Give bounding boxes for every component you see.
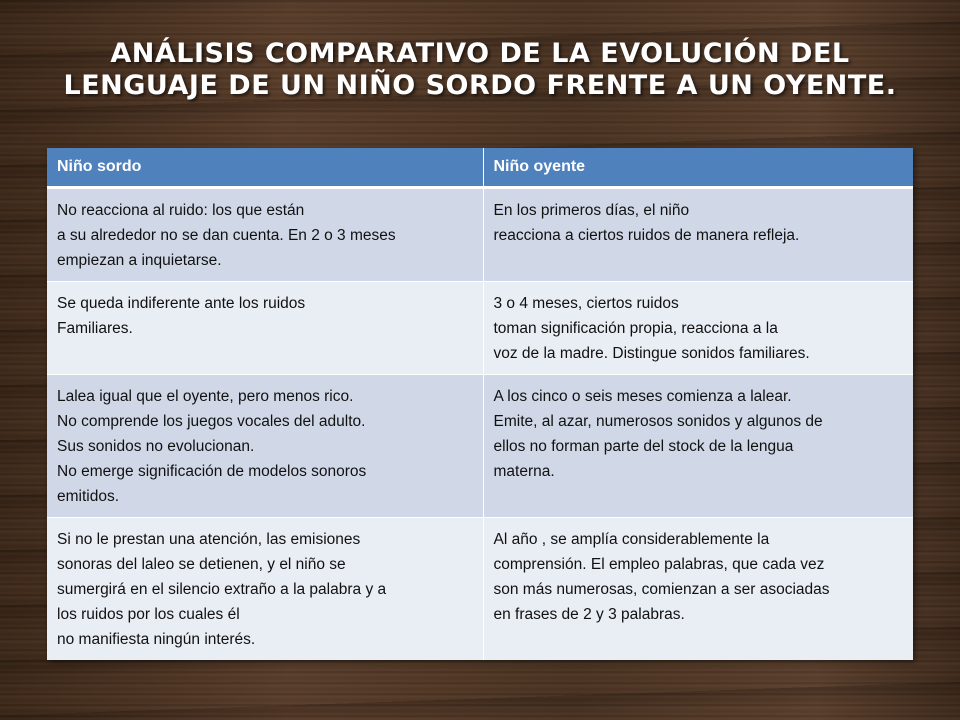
header-nino-oyente: Niño oyente <box>483 148 913 188</box>
cell-sordo <box>47 188 483 282</box>
cell-oyente <box>483 375 913 518</box>
cell-line: Se queda indiferente ante los ruidos <box>57 295 306 312</box>
cell-sordo <box>47 282 483 375</box>
cell-line: no manifiesta ningún interés. <box>57 631 256 648</box>
cell-line: A los cinco o seis meses comienza a lalear. <box>493 388 792 405</box>
table-row <box>47 282 913 375</box>
cell-oyente <box>483 518 913 661</box>
cell-line: Al año , se amplía considerablemente la <box>493 531 770 548</box>
table-row <box>47 518 913 661</box>
cell-line: comprensión. El empleo palabras, que cada vez <box>493 556 825 573</box>
table-row <box>47 188 913 282</box>
cell-line: Emite, al azar, numerosos sonidos y algunos de <box>493 413 823 430</box>
cell-line: los ruidos por los cuales él <box>57 606 240 623</box>
cell-line: No comprende los juegos vocales del adulto. <box>57 413 366 430</box>
table-row <box>47 375 913 518</box>
cell-oyente <box>483 282 913 375</box>
cell-sordo <box>47 518 483 661</box>
cell-line: No emerge significación de modelos sonoros <box>57 463 367 480</box>
cell-line: empiezan a inquietarse. <box>57 252 222 269</box>
cell-line: a su alrededor no se dan cuenta. En 2 o 3 meses <box>57 227 396 244</box>
cell-oyente <box>483 188 913 282</box>
cell-line: En los primeros días, el niño <box>493 202 690 219</box>
cell-line: son más numerosas, comienzan a ser asociadas <box>493 581 830 598</box>
comparison-table <box>47 148 913 660</box>
cell-line: Familiares. <box>57 320 133 337</box>
cell-line: sonoras del laleo se detienen, y el niño se <box>57 556 346 573</box>
cell-line: emitidos. <box>57 488 120 505</box>
cell-line: Sus sonidos no evolucionan. <box>57 438 255 455</box>
cell-line: 3 o 4 meses, ciertos ruidos <box>493 295 679 312</box>
title-line-1: ANÁLISIS COMPARATIVO DE LA EVOLUCIÓN DEL <box>110 38 850 69</box>
title-line-2: LENGUAJE DE UN NIÑO SORDO FRENTE A UN OYENTE. <box>63 70 897 101</box>
comparison-table-container <box>47 148 913 660</box>
table-header-row <box>47 148 913 188</box>
cell-line: ellos no forman parte del stock de la lengua <box>493 438 794 455</box>
cell-line: reacciona a ciertos ruidos de manera refleja. <box>493 227 800 244</box>
cell-line: No reacciona al ruido: los que están <box>57 202 305 219</box>
cell-sordo <box>47 375 483 518</box>
header-nino-sordo: Niño sordo <box>47 148 483 188</box>
cell-line: en frases de 2 y 3 palabras. <box>493 606 685 623</box>
cell-line: materna. <box>493 463 555 480</box>
slide-title <box>40 38 920 102</box>
cell-line: toman significación propia, reacciona a la <box>493 320 778 337</box>
cell-line: sumergirá en el silencio extraño a la palabra y a <box>57 581 387 598</box>
cell-line: Lalea igual que el oyente, pero menos rico. <box>57 388 354 405</box>
cell-line: Si no le prestan una atención, las emisiones <box>57 531 361 548</box>
cell-line: voz de la madre. Distingue sonidos familiares. <box>493 345 810 362</box>
